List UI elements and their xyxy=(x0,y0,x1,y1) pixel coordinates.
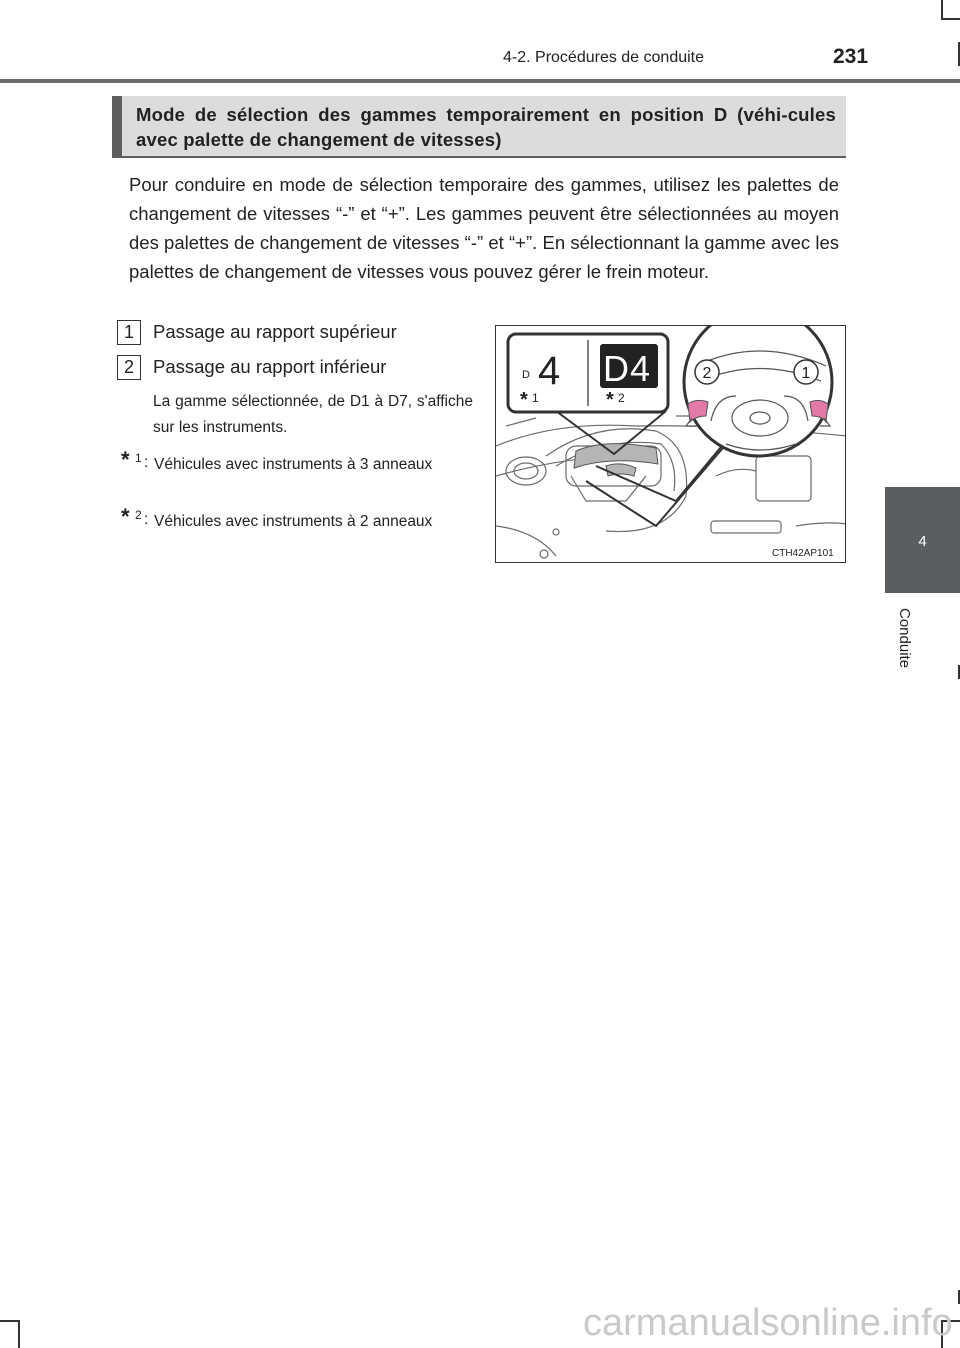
display2-gear-text: D4 xyxy=(603,348,652,389)
watermark: carmanualsonline.info xyxy=(583,1302,953,1344)
chapter-label-text: Conduite xyxy=(896,608,913,669)
figure-star1-sup: 1 xyxy=(532,391,539,405)
footnote-star-1: * xyxy=(121,447,130,472)
paddle-shift-illustration xyxy=(495,325,846,563)
item-number-1: 1 xyxy=(117,320,141,345)
steering-hub xyxy=(574,444,658,476)
section-title-box xyxy=(112,96,846,158)
footnote-colon-2: : xyxy=(144,511,149,528)
footnote-text-1: Véhicules avec instruments à 3 anneaux xyxy=(154,456,433,473)
footnote-colon-1: : xyxy=(144,454,149,471)
dashboard-drawing xyxy=(496,326,846,563)
page-number: 231 xyxy=(833,45,869,68)
callout-number-1: 1 xyxy=(801,365,811,382)
display1-d-letter: D xyxy=(522,369,530,381)
item-number-2: 2 xyxy=(117,355,141,380)
figure-code: CTH42AP101 xyxy=(772,548,834,559)
crop-mark xyxy=(941,18,960,20)
crop-mark xyxy=(941,0,943,20)
chapter-side-tab[interactable] xyxy=(885,487,960,593)
footnote-star-2: * xyxy=(121,504,130,529)
chapter-number: 4 xyxy=(918,533,927,550)
crop-mark xyxy=(18,1320,20,1348)
header-rule xyxy=(0,79,960,83)
footnote-text-2: Véhicules avec instruments à 2 anneaux xyxy=(154,513,433,530)
crop-mark xyxy=(0,1320,20,1322)
figure-star2: * xyxy=(606,389,614,411)
item-label-upshift: Passage au rapport supérieur xyxy=(153,321,397,342)
gear-range-note: La gamme sélectionnée, de D1 à D7, s'affiche sur les instruments. xyxy=(153,393,473,436)
figure-star1: * xyxy=(520,389,528,411)
body-paragraph: Pour conduire en mode de sélection temporaire des gammes, utilisez les palettes de changement de vitesses “-” et “+”. Les gammes peuvent être sélectionnées au moyen des palettes de changement de vitesses “-” et “+”. En sélectionnant la gamme avec les palettes de changement de vitesses vous pouvez gérer le frein moteur. xyxy=(129,174,839,282)
section-title: Mode de sélection des gammes temporairement en position D (véhi-cules avec palette de changement de vitesses) xyxy=(136,104,836,150)
figure-star2-sup: 2 xyxy=(618,391,625,405)
footnote-sup-2: 2 xyxy=(135,508,142,522)
section-header: 4-2. Procédures de conduite xyxy=(503,49,705,66)
chapter-label xyxy=(897,608,917,688)
item-label-downshift: Passage au rapport inférieur xyxy=(153,356,387,377)
footnote-sup-1: 1 xyxy=(135,451,142,465)
callout-number-2: 2 xyxy=(702,365,712,382)
display1-gear-number: 4 xyxy=(538,349,561,393)
